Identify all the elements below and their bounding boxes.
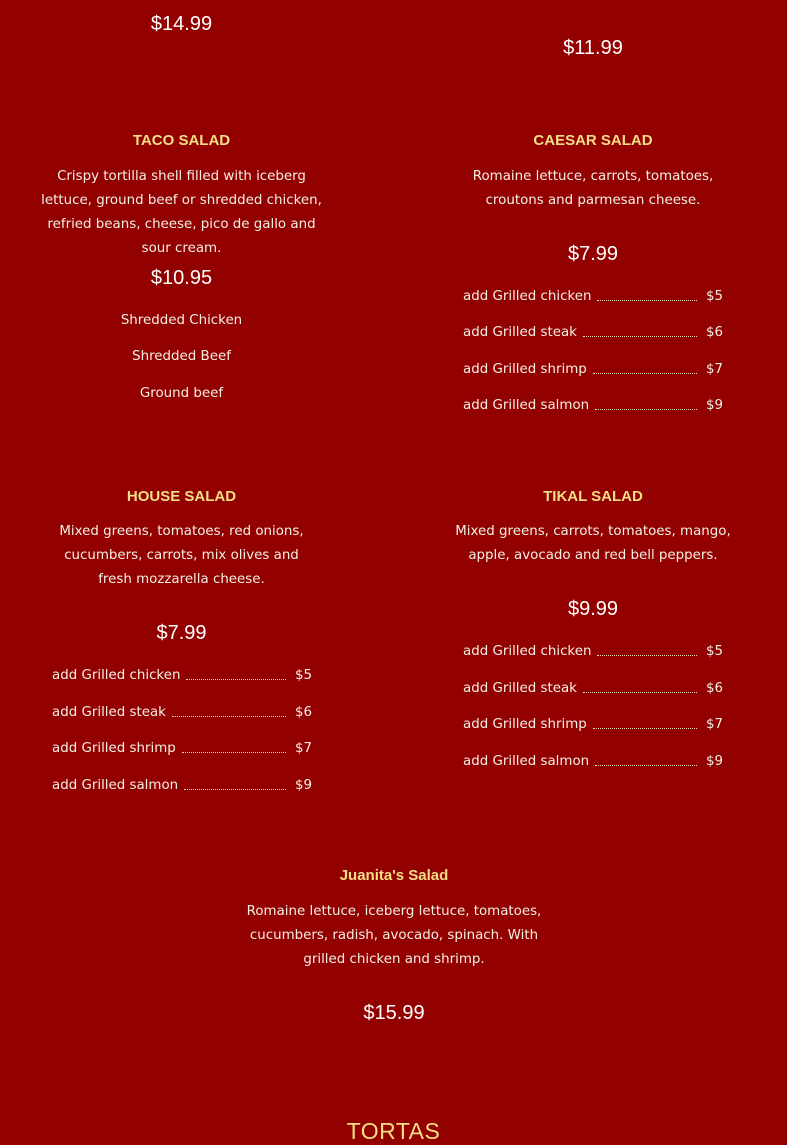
menu-item-description: Romaine lettuce, iceberg lettuce, tomatoes, cucumbers, radish, avocado, spinach. With grilled chicken and shrimp. xyxy=(246,904,542,967)
option-shredded-chicken: Shredded Chicken xyxy=(120,313,243,328)
menu-item-price: $9.99 xyxy=(567,598,619,620)
menu-item-description: Mixed greens, tomatoes, red onions, cucumbers, carrots, mix olives and fresh mozzarella cheese. xyxy=(59,524,304,587)
addon-price: $9 xyxy=(705,398,723,413)
addon-label: add Grilled shrimp xyxy=(52,741,176,756)
dot-leader xyxy=(595,764,697,766)
menu-item-price: $15.99 xyxy=(363,1002,425,1024)
menu-item-title: HOUSE SALAD xyxy=(126,488,237,505)
addon-label: add Grilled shrimp xyxy=(463,717,587,732)
option-shredded-beef: Shredded Beef xyxy=(132,349,231,364)
menu-item-juanitas-salad xyxy=(230,0,558,1040)
addon-label: add Grilled shrimp xyxy=(463,362,587,377)
addon-price: $7 xyxy=(705,717,723,732)
addon-label: add Grilled salmon xyxy=(463,398,590,413)
addon-label: add Grilled chicken xyxy=(463,644,592,659)
addon-price: $5 xyxy=(705,644,723,659)
dot-leader xyxy=(583,691,697,693)
addon-price: $6 xyxy=(294,705,312,720)
menu-item-title: TIKAL SALAD xyxy=(543,488,643,505)
addon-label: add Grilled steak xyxy=(463,681,577,696)
addon-price: $6 xyxy=(705,325,723,340)
dot-leader xyxy=(593,727,697,729)
addon-label: add Grilled salmon xyxy=(52,778,179,793)
dot-leader xyxy=(597,654,697,656)
option-ground-beef: Ground beef xyxy=(139,386,224,401)
menu-item-price: $7.99 xyxy=(156,622,207,644)
menu-item-title: Juanita's Salad xyxy=(339,867,449,884)
addon-price: $5 xyxy=(294,668,312,683)
menu-item-description: Romaine lettuce, carrots, tomatoes, croutons and parmesan cheese. xyxy=(472,169,714,208)
menu-item-description: Crispy tortilla shell filled with iceberg lettuce, ground beef or shredded chicken, refried beans, cheese, pico de gallo and sour cream. xyxy=(41,169,322,256)
menu-item-title: CAESAR SALAD xyxy=(533,132,653,149)
addon-price: $6 xyxy=(705,681,723,696)
addon-price: $9 xyxy=(705,754,723,769)
addon-label: add Grilled steak xyxy=(52,705,166,720)
menu-item-description: Mixed greens, carrots, tomatoes, mango, apple, avocado and red bell peppers. xyxy=(455,524,731,563)
section-heading-tortas: TORTAS xyxy=(346,1118,441,1144)
menu-item-price: $11.99 xyxy=(563,37,623,59)
addon-label: add Grilled steak xyxy=(463,325,577,340)
menu-item-price: $10.95 xyxy=(150,267,213,289)
menu-item-price: $7.99 xyxy=(567,243,619,265)
addon-label: add Grilled salmon xyxy=(463,754,590,769)
addon-label: add Grilled chicken xyxy=(463,289,592,304)
addon-price: $7 xyxy=(294,741,312,756)
addon-label: add Grilled chicken xyxy=(52,668,181,683)
addon-price: $7 xyxy=(705,362,723,377)
menu-item-title: TACO SALAD xyxy=(132,132,231,149)
addon-price: $9 xyxy=(294,778,312,793)
menu-item-price: $14.99 xyxy=(150,13,213,35)
addon-price: $5 xyxy=(705,289,723,304)
